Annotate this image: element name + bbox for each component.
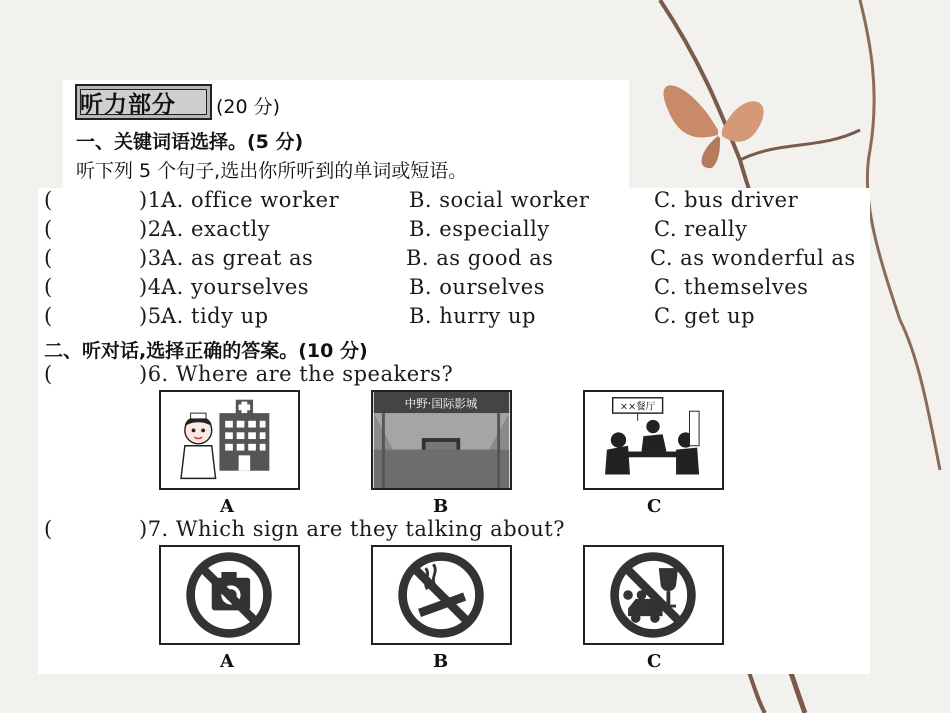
option-b: B. hurry up — [409, 304, 536, 328]
question-text: )6. Where are the speakers? — [139, 362, 454, 386]
question-row-6 — [44, 362, 644, 391]
answer-paren[interactable]: ( — [44, 217, 53, 241]
part1-heading: 一、关键词语选择。(5 分) — [76, 131, 304, 153]
option-b: B. ourselves — [409, 275, 545, 299]
option-c: C. as wonderful as — [650, 246, 856, 270]
question-row-3 — [44, 246, 874, 275]
answer-paren[interactable]: ( — [44, 304, 53, 328]
option-a: A. yourselves — [161, 275, 310, 299]
question-row-4 — [44, 275, 874, 304]
no-camera-icon[interactable] — [159, 545, 300, 645]
image-caption-b: B — [433, 651, 449, 672]
option-a: A. office worker — [161, 188, 340, 212]
option-a: A. exactly — [161, 217, 271, 241]
mall-sign-text: 中野·国际影城 — [404, 396, 478, 411]
no-smoking-icon[interactable] — [371, 545, 512, 645]
option-b: B. social worker — [409, 188, 590, 212]
part2-heading: 二、听对话,选择正确的答案。(10 分) — [44, 340, 368, 362]
hospital-nurse-icon[interactable] — [159, 390, 300, 490]
question-row-7 — [44, 517, 644, 546]
answer-paren[interactable]: ( — [44, 517, 53, 541]
section-score: (20 分) — [216, 96, 281, 118]
section-title: 听力部分 — [80, 92, 176, 118]
image-caption-b: B — [433, 496, 449, 517]
image-caption-c: C — [647, 651, 662, 672]
question-number: )5. — [139, 304, 169, 328]
part1-instruction: 听下列 5 个句子,选出你所听到的单词或短语。 — [76, 160, 468, 182]
option-b: B. as good as — [406, 246, 554, 270]
image-caption-c: C — [647, 496, 662, 517]
answer-paren[interactable]: ( — [44, 246, 53, 270]
question-text: )7. Which sign are they talking about? — [139, 517, 566, 541]
image-caption-a: A — [220, 496, 234, 517]
no-drink-driving-icon[interactable] — [583, 545, 724, 645]
answer-paren[interactable]: ( — [44, 188, 53, 212]
option-c: C. really — [654, 217, 748, 241]
option-a: A. tidy up — [161, 304, 269, 328]
question-row-5 — [44, 304, 874, 333]
question-number: )3. — [139, 246, 169, 270]
restaurant-diners-icon[interactable] — [583, 390, 724, 490]
question-number: )1. — [139, 188, 169, 212]
image-caption-a: A — [220, 651, 234, 672]
option-c: C. get up — [654, 304, 756, 328]
question-number: )4. — [139, 275, 169, 299]
option-b: B. especially — [409, 217, 550, 241]
option-c: C. bus driver — [654, 188, 799, 212]
shopping-mall-photo[interactable] — [371, 390, 512, 490]
option-a: A. as great as — [161, 246, 314, 270]
question-row-1 — [44, 188, 874, 217]
question-number: )2. — [139, 217, 169, 241]
answer-paren[interactable]: ( — [44, 275, 53, 299]
option-c: C. themselves — [654, 275, 809, 299]
question-row-2 — [44, 217, 874, 246]
answer-paren[interactable]: ( — [44, 362, 53, 386]
restaurant-sign-text: ××餐厅 — [620, 401, 656, 413]
